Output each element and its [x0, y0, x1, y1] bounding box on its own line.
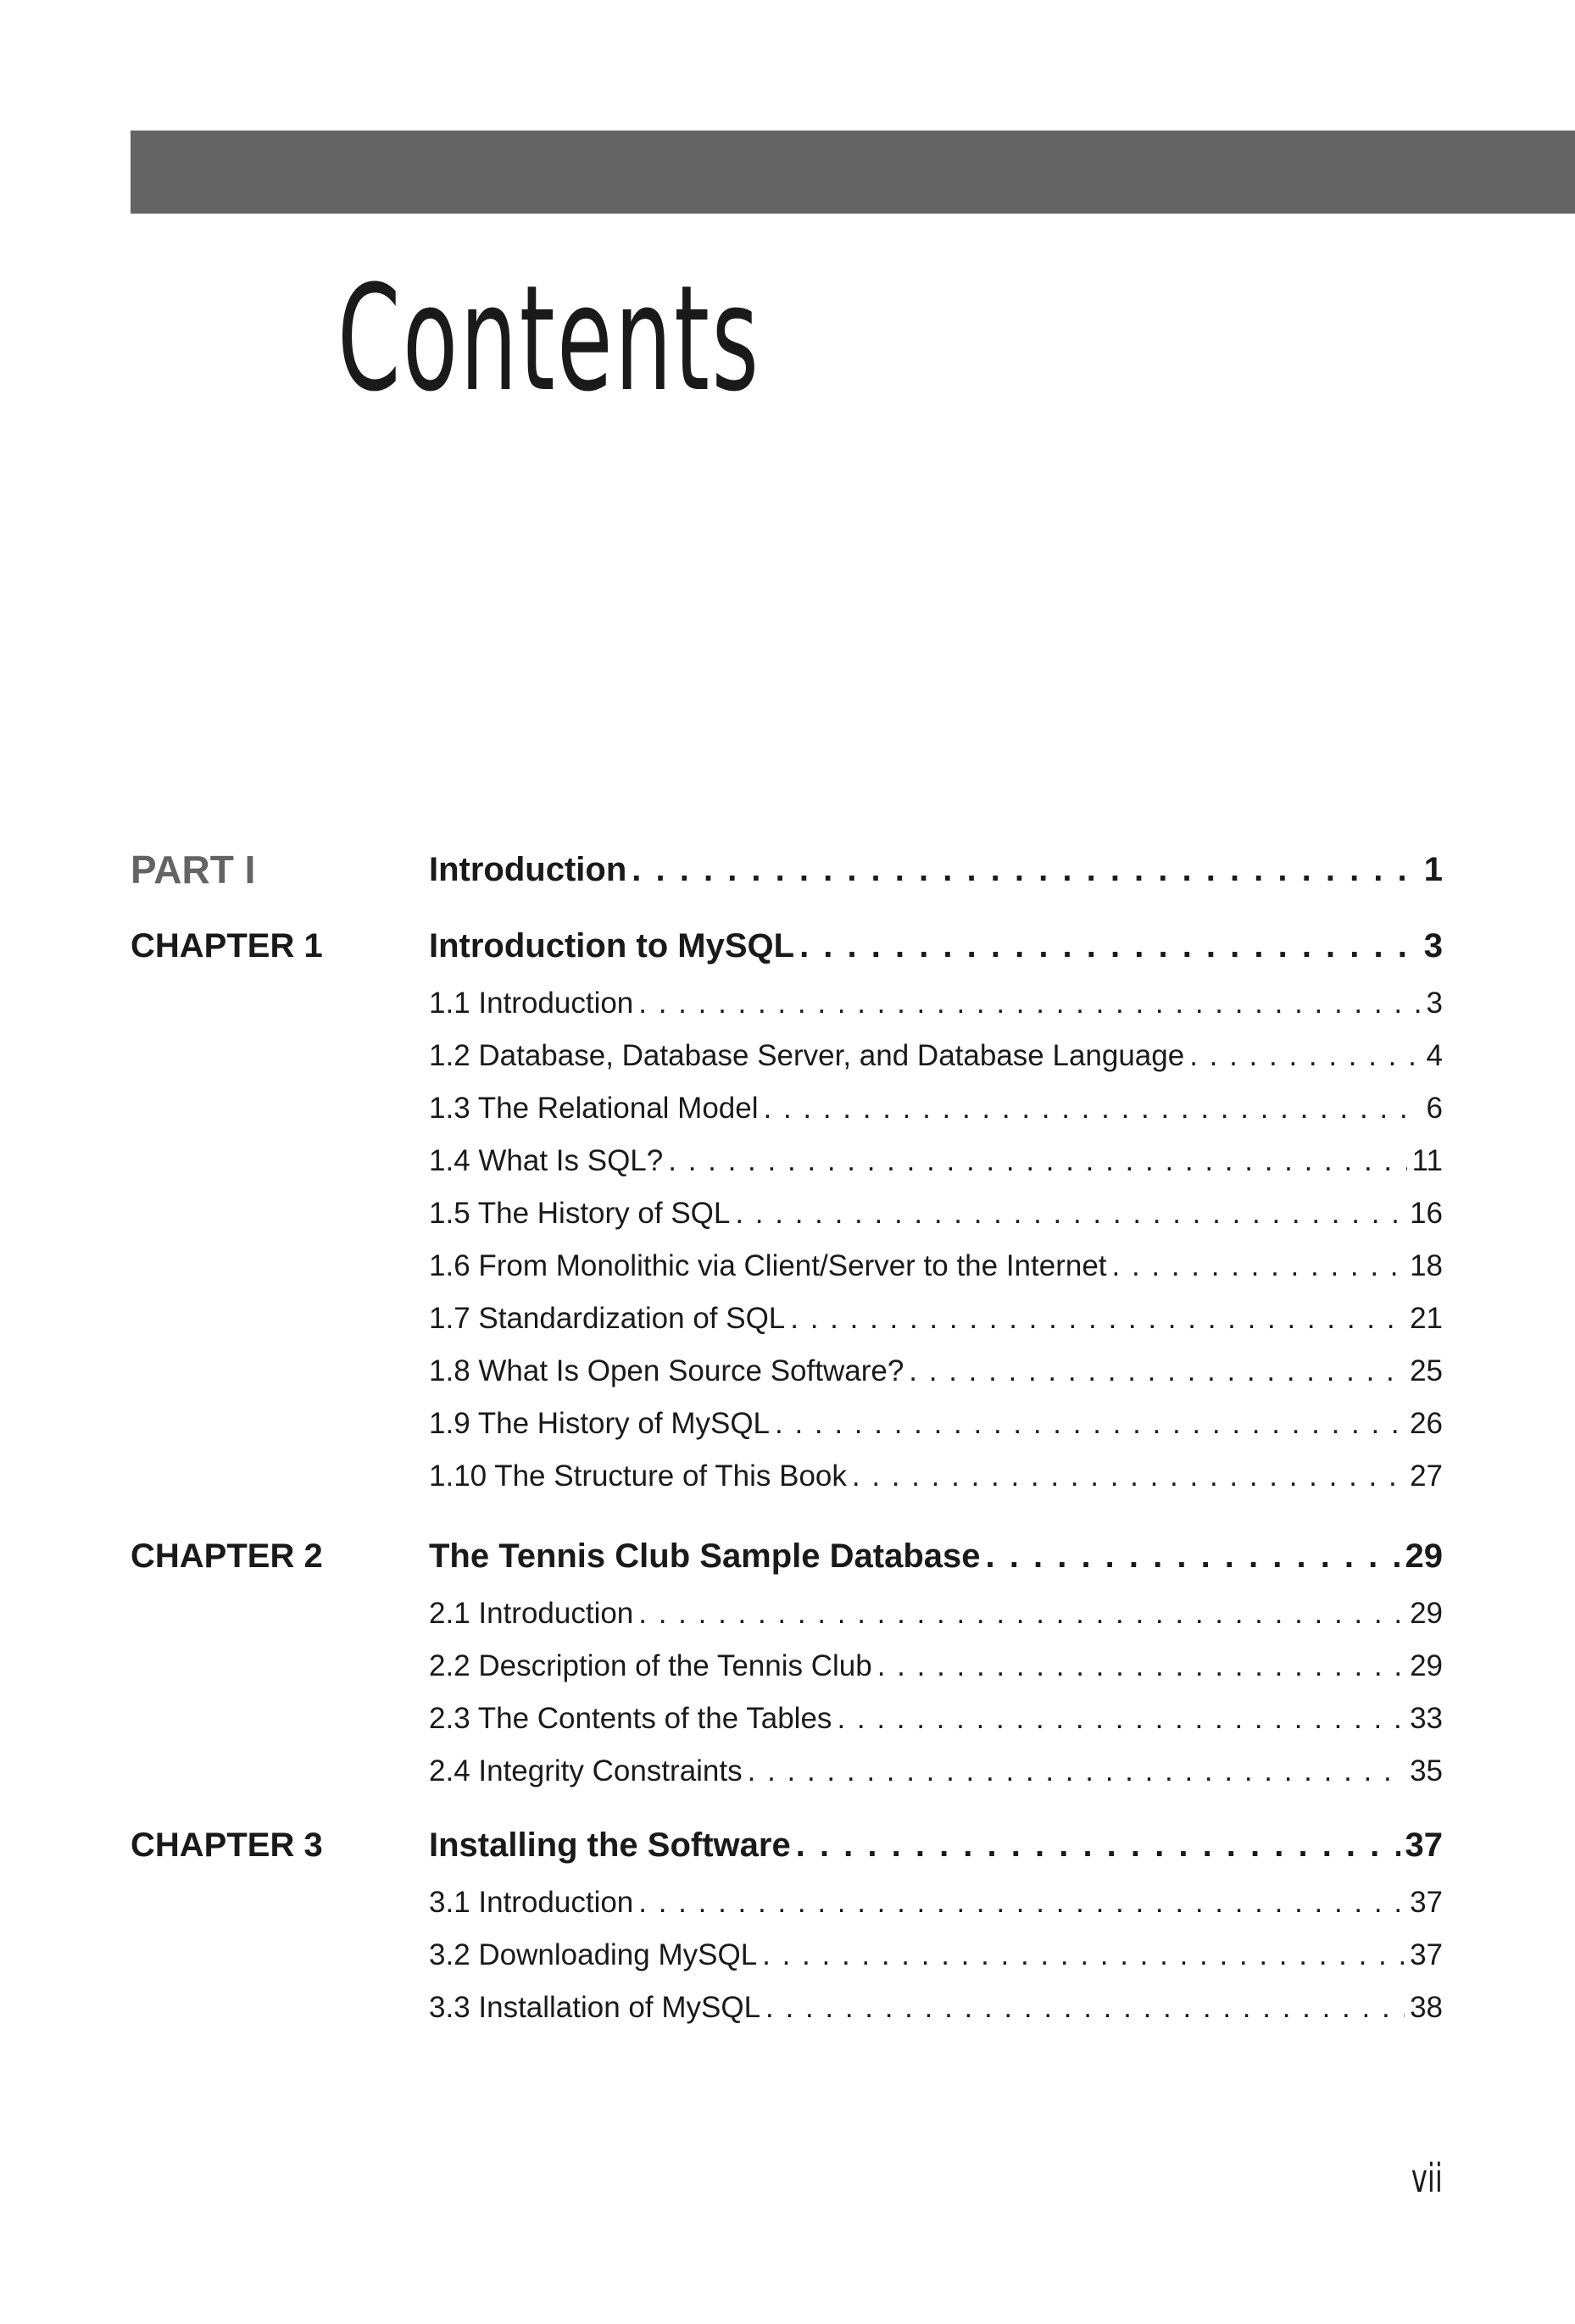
entry-title: 1.2 Database, Database Server, and Database Language — [429, 1039, 1185, 1072]
entry-page: 3 — [1423, 927, 1443, 965]
dot-leader — [764, 1082, 1422, 1135]
entry-title: 1.10 The Structure of This Book — [429, 1459, 847, 1493]
entry-page: 18 — [1410, 1249, 1443, 1282]
entry-page: 3 — [1426, 987, 1443, 1020]
page-number: vii — [1411, 2155, 1443, 2201]
toc-entry-section[interactable] — [429, 1587, 1443, 1640]
part-label: PART I — [131, 848, 256, 892]
dot-leader — [638, 1876, 1405, 1929]
page-title: Contents — [337, 253, 761, 424]
entry-title: 1.5 The History of SQL — [429, 1197, 731, 1230]
toc-entry-section[interactable] — [429, 1745, 1443, 1798]
toc-entry-section[interactable] — [429, 1345, 1443, 1398]
entry-page: 37 — [1410, 1938, 1443, 1971]
entry-page: 29 — [1410, 1649, 1443, 1682]
toc-entry-section[interactable] — [429, 1450, 1443, 1503]
toc-entry-section[interactable] — [429, 1693, 1443, 1745]
dot-leader — [638, 1587, 1405, 1640]
chapter-label: CHAPTER 1 — [131, 927, 323, 965]
entry-page: 6 — [1426, 1092, 1443, 1125]
entry-page: 1 — [1423, 851, 1443, 888]
entry-title: 1.1 Introduction — [429, 987, 634, 1020]
dot-leader — [877, 1640, 1405, 1693]
dot-leader — [668, 1135, 1406, 1187]
entry-page: 26 — [1410, 1407, 1443, 1440]
entry-page: 4 — [1426, 1039, 1443, 1072]
dot-leader — [837, 1693, 1405, 1745]
entry-page: 27 — [1410, 1459, 1443, 1493]
dot-leader — [1112, 1240, 1405, 1293]
dot-leader — [909, 1345, 1405, 1398]
toc-entry-section[interactable] — [429, 1398, 1443, 1450]
entry-page: 21 — [1410, 1302, 1443, 1335]
entry-page: 38 — [1410, 1991, 1443, 2024]
dot-leader — [790, 1293, 1405, 1345]
dot-leader — [799, 916, 1419, 976]
header-band — [131, 131, 1575, 214]
toc-entry-section[interactable] — [429, 977, 1443, 1030]
dot-leader — [796, 1815, 1400, 1875]
entry-page: 29 — [1410, 1597, 1443, 1630]
entry-page: 37 — [1405, 1826, 1443, 1864]
dot-leader — [765, 1982, 1405, 2034]
toc-entry-part-1[interactable] — [429, 840, 1443, 899]
dot-leader — [1189, 1030, 1421, 1082]
entry-page: 35 — [1410, 1754, 1443, 1787]
toc-entry-section[interactable] — [429, 1082, 1443, 1135]
toc-entry-section[interactable] — [429, 1135, 1443, 1187]
entry-page: 29 — [1405, 1537, 1443, 1575]
entry-title: 3.3 Installation of MySQL — [429, 1991, 761, 2024]
entry-title: 1.7 Standardization of SQL — [429, 1302, 786, 1335]
entry-title: 1.8 What Is Open Source Software? — [429, 1354, 904, 1387]
entry-title: 1.4 What Is SQL? — [429, 1144, 664, 1177]
toc-entry-section[interactable] — [429, 1982, 1443, 2034]
entry-title: Introduction — [429, 851, 627, 888]
toc-entry-chapter-3[interactable] — [429, 1815, 1443, 1875]
toc-entry-chapter-2[interactable] — [429, 1526, 1443, 1586]
entry-title: Introduction to MySQL — [429, 927, 795, 965]
entry-title: 3.1 Introduction — [429, 1886, 634, 1919]
entry-title: 2.4 Integrity Constraints — [429, 1754, 743, 1787]
entry-title: 1.9 The History of MySQL — [429, 1407, 771, 1440]
chapter-label: CHAPTER 2 — [131, 1537, 323, 1575]
dot-leader — [748, 1745, 1405, 1798]
dot-leader — [986, 1526, 1400, 1586]
toc-entry-section[interactable] — [429, 1929, 1443, 1982]
entry-page: 16 — [1410, 1197, 1443, 1230]
entry-title: 3.2 Downloading MySQL — [429, 1938, 758, 1971]
entry-title: Installing the Software — [429, 1826, 791, 1864]
entry-page: 37 — [1410, 1886, 1443, 1919]
entry-title: 1.6 From Monolithic via Client/Server to the Internet — [429, 1249, 1107, 1282]
entry-page: 11 — [1411, 1144, 1443, 1177]
entry-title: 2.1 Introduction — [429, 1597, 634, 1630]
toc-entry-chapter-1[interactable] — [429, 916, 1443, 976]
chapter-label: CHAPTER 3 — [131, 1826, 323, 1864]
dot-leader — [762, 1929, 1405, 1982]
toc-entry-section[interactable] — [429, 1187, 1443, 1240]
toc-entry-section[interactable] — [429, 1640, 1443, 1693]
dot-leader — [775, 1398, 1405, 1450]
dot-leader — [735, 1187, 1405, 1240]
entry-title: The Tennis Club Sample Database — [429, 1537, 981, 1575]
entry-title: 1.3 The Relational Model — [429, 1092, 759, 1125]
toc-entry-section[interactable] — [429, 1876, 1443, 1929]
toc-entry-section[interactable] — [429, 1240, 1443, 1293]
toc-entry-section[interactable] — [429, 1293, 1443, 1345]
entry-page: 33 — [1410, 1702, 1443, 1735]
entry-page: 25 — [1410, 1354, 1443, 1387]
dot-leader — [852, 1450, 1405, 1503]
dot-leader — [632, 840, 1418, 899]
dot-leader — [638, 977, 1421, 1030]
entry-title: 2.3 The Contents of the Tables — [429, 1702, 832, 1735]
entry-title: 2.2 Description of the Tennis Club — [429, 1649, 872, 1682]
toc-entry-section[interactable] — [429, 1030, 1443, 1082]
